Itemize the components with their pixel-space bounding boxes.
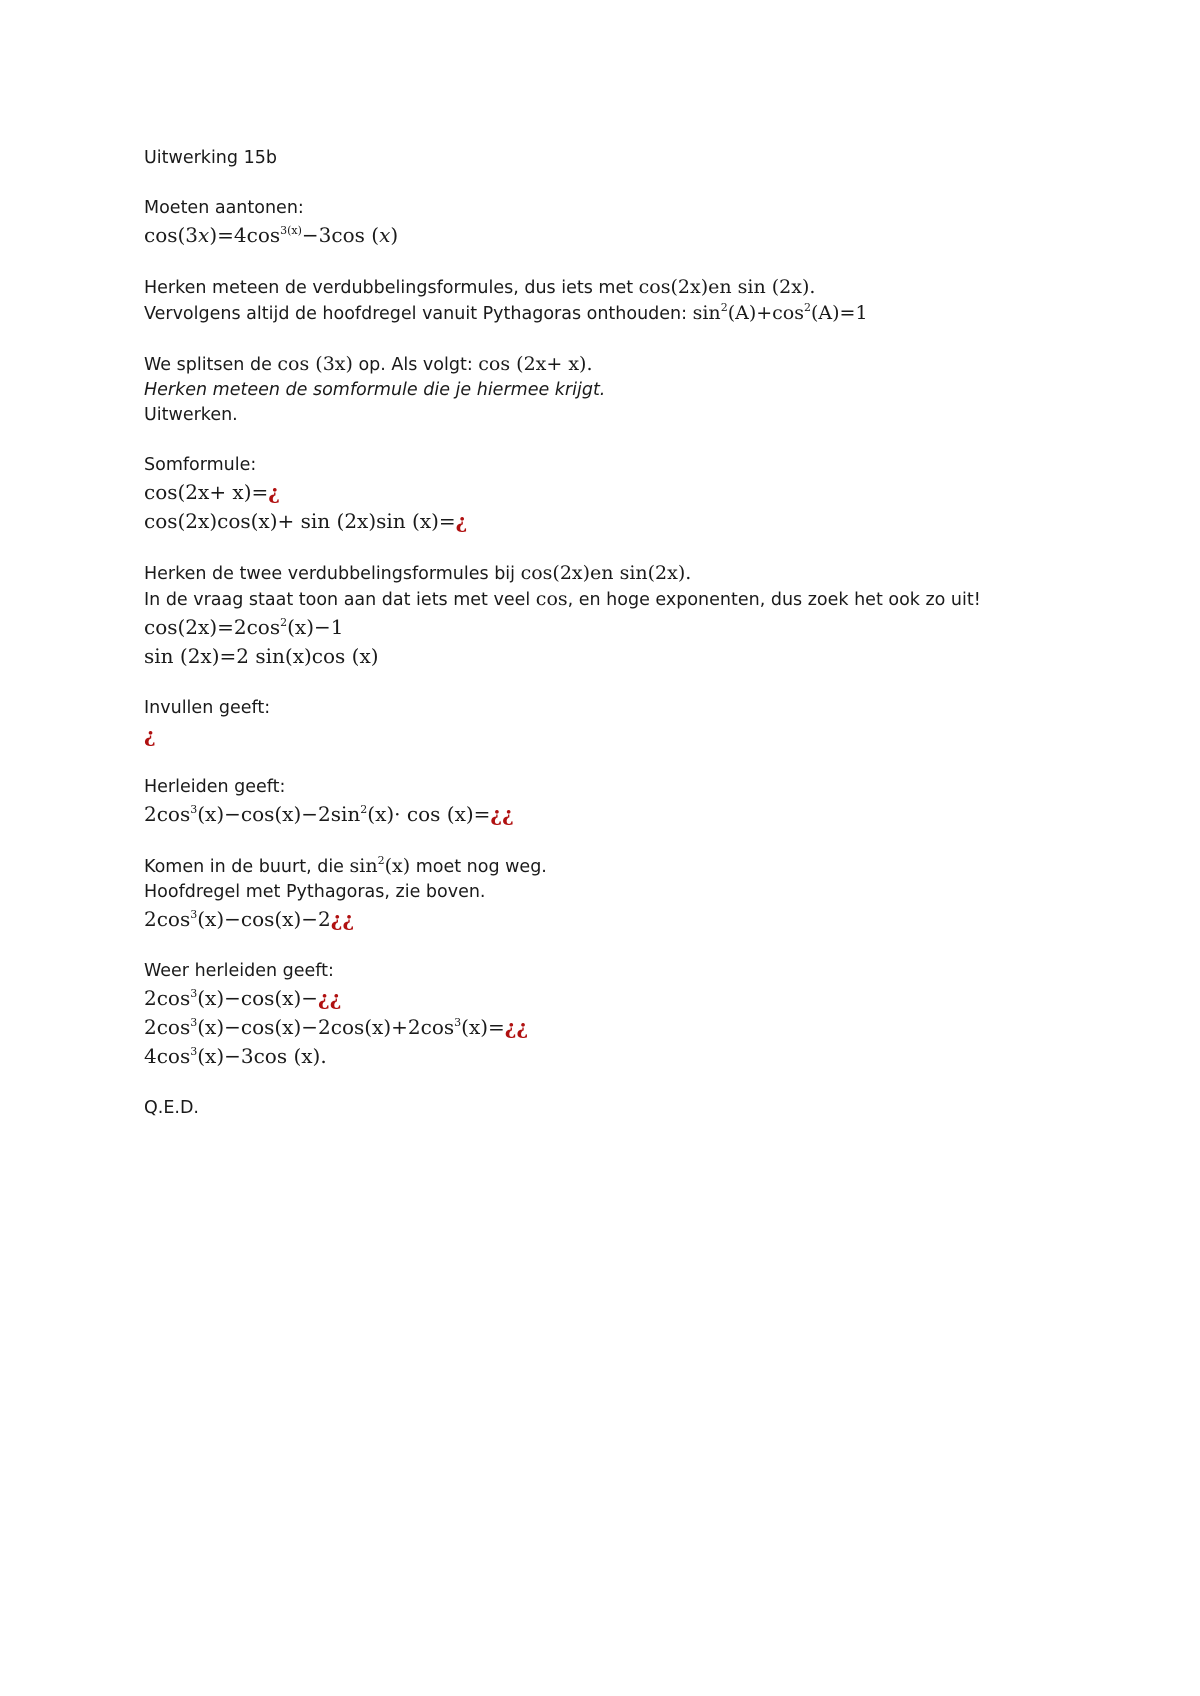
invalid-glyph: ¿ bbox=[144, 723, 156, 747]
text-line-vraag: In de vraag staat toon aan dat iets met veel cos, en hoge exponenten, dus zoek het ook zo uit! bbox=[144, 588, 981, 610]
invalid-glyph: ¿¿ bbox=[504, 1015, 529, 1039]
document-content bbox=[144, 146, 1094, 1121]
section-heading-invullen: Invullen geeft: bbox=[144, 698, 271, 718]
equation-to-prove: $\cos(3x)=4\cos^{3(x)}-3\cos$ (x) bbox=[144, 223, 399, 247]
equation-somformule-1: cos(2x+ x)=¿ bbox=[144, 480, 280, 504]
equation-cos2x: $\cos(2x)=2\cos^2(x)-1$ bbox=[144, 615, 344, 639]
section-heading-somformule: Somformule: bbox=[144, 455, 257, 475]
invalid-glyph: ¿¿ bbox=[330, 907, 355, 931]
qed-text: Q.E.D. bbox=[144, 1098, 199, 1118]
section-heading-herleiden: Herleiden geeft: bbox=[144, 777, 286, 797]
equation-weer-1: $2\cos^3(x)-\cos(x)-¿¿$ bbox=[144, 986, 342, 1010]
equation-sin2x: sin (2x)=2 sin(x)cos (x) bbox=[144, 644, 379, 668]
text-line-splitsen: We splitsen de cos (3x) op. Als volgt: cos (2x+ x). bbox=[144, 353, 593, 375]
inline-math-pythagoras: $\sin^2(A)+\cos^2(A)=1$ bbox=[692, 301, 868, 324]
equation-pythagoras-step: $2\cos^3(x)-\cos(x)-2¿¿$ bbox=[144, 907, 355, 931]
text-line-twee-formules: Herken de twee verdubbelingsformules bij cos(2x)en sin(2x). bbox=[144, 562, 692, 584]
text-line-uitwerken: Uitwerken. bbox=[144, 405, 238, 425]
text-line-hoofdregel: Hoofdregel met Pythagoras, zie boven. bbox=[144, 882, 486, 902]
section-heading-aantonen: Moeten aantonen: bbox=[144, 198, 304, 218]
equation-weer-3: $4\cos^3(x)-3\cos$ (x). bbox=[144, 1044, 327, 1068]
equation-weer-2: $2\cos^3(x)-\cos(x)-2\cos(x)+2\cos^3(x)=¿¿$ bbox=[144, 1015, 529, 1039]
document-title: Uitwerking 15b bbox=[144, 148, 277, 168]
invalid-glyph: ¿ bbox=[455, 509, 468, 533]
text-line-pythagoras: Vervolgens altijd de hoofdregel vanuit Pythagoras onthouden: $\sin^2(A)+\cos^2(A)=1$ bbox=[144, 301, 868, 324]
text-line-buurt: Komen in de buurt, die $\sin^2(x)$ moet nog weg. bbox=[144, 854, 547, 877]
section-heading-weer-herleiden: Weer herleiden geeft: bbox=[144, 961, 334, 981]
invalid-glyph: ¿¿ bbox=[318, 986, 342, 1010]
text-line-verdubbeling: Herken meteen de verdubbelingsformules, dus iets met cos(2x)en sin (2x). bbox=[144, 276, 816, 298]
equation-herleiden: $2\cos^3(x)-\cos(x)-2\sin^2(x)\cdot \cos$ (x)=¿¿ bbox=[144, 802, 514, 826]
equation-somformule-2: cos(2x)cos(x)+ sin (2x)sin (x)=¿ bbox=[144, 509, 468, 533]
inline-math: cos(2x)en sin (2x). bbox=[638, 276, 816, 298]
text-line-somformule-hint: Herken meteen de somformule die je hiermee krijgt. bbox=[144, 380, 606, 400]
invalid-glyph: ¿¿ bbox=[490, 802, 514, 826]
invalid-glyph: ¿ bbox=[268, 480, 280, 504]
equation-invullen bbox=[144, 721, 1094, 750]
